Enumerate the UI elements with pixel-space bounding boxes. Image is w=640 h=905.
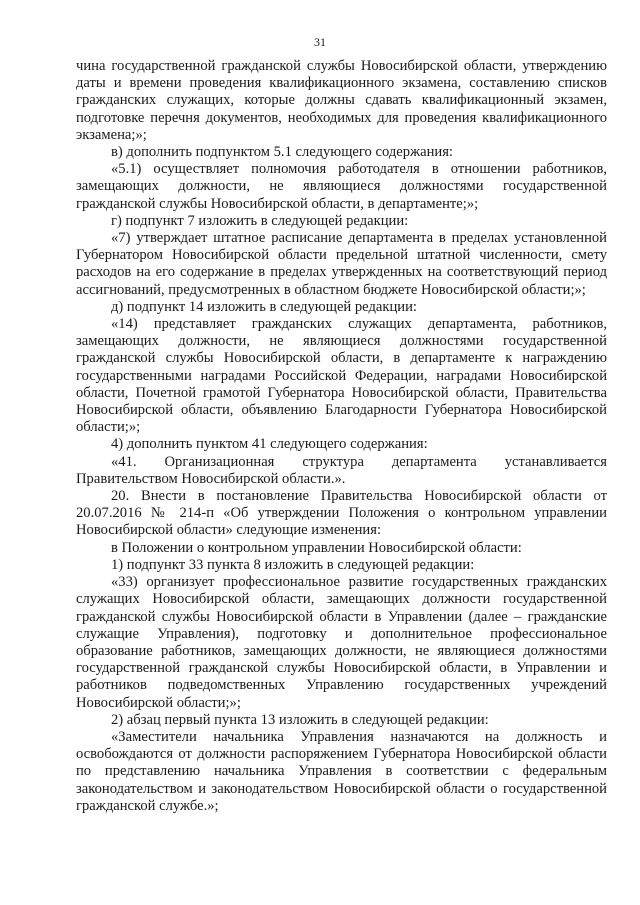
page-number: 31 [314, 35, 326, 49]
paragraph: д) подпункт 14 изложить в следующей редакции: [111, 298, 417, 315]
paragraph: 20. Внести в постановление Правительства Новосибирской области от 20.07.2016 № 214-п «Об утверждении Положения о контрольном управлении Новосибирской области» следующие изменения: [76, 488, 607, 539]
document-body [76, 58, 607, 815]
paragraph: «33) организует профессиональное развитие государственных гражданских служащих Новосибирской области, замещающих должности государственной гражданской службы Новосибирской области в Управлении (далее – гражданские служащие Управления), подготовку и дополнительное профессиональное образование работников, замещающих должности, не являющиеся должностями государственной гражданской службы Новосибирской области, в Управлении и работников подведомственных Управлению государственных учреждений Новосибирской области;»; [76, 574, 607, 711]
paragraph: чина государственной гражданской службы Новосибирской области, утверждению даты и времени проведения квалификационного экзамена, составлению списков гражданских служащих, которые должны сдавать квалификационный экзамен, подготовке перечня документов, необходимых для проведения квалификационного экзамена;»; [76, 58, 607, 143]
paragraph: 2) абзац первый пункта 13 изложить в следующей редакции: [111, 711, 489, 728]
paragraph: «Заместители начальника Управления назначаются на должность и освобождаются от должности распоряжением Губернатора Новосибирской области по представлению начальника Управления в соответствии с федеральным законодательством и законодательством Новосибирской области о государственной гражданской службе.»; [76, 728, 607, 814]
paragraph: «7) утверждает штатное расписание департамента в пределах установленной Губернатором Новосибирской области предельной штатной численности, смету расходов на его содержание в пределах утвержденных на соответствующий период ассигнований, предусмотренных в областном бюджете Новосибирской области;»; [76, 230, 607, 298]
paragraph: г) подпункт 7 изложить в следующей редакции: [111, 212, 409, 229]
paragraph: в) дополнить подпунктом 5.1 следующего содержания: [111, 144, 453, 161]
paragraph: «5.1) осуществляет полномочия работодателя в отношении работников, замещающих должности, не являющиеся должностями государственной гражданской службы Новосибирской области, в департаменте;»; [76, 161, 607, 212]
paragraph: «41. Организационная структура департамента устанавливается Правительством Новосибирской области.». [76, 453, 607, 487]
paragraph: 4) дополнить пунктом 41 следующего содержания: [111, 436, 428, 453]
paragraph: в Положении о контрольном управлении Новосибирской области: [111, 539, 522, 556]
paragraph: 1) подпункт 33 пункта 8 изложить в следующей редакции: [111, 556, 475, 573]
paragraph: «14) представляет гражданских служащих департамента, работников, замещающих должности, не являющиеся должностями государственной гражданской службы Новосибирской области, в департаменте к награждению государственными наградами Российской Федерации, наградами Новосибирской области, Почетной грамотой Губернатора Новосибирской области, Правительства Новосибирской области, объявлению Благодарности Губернатора Новосибирской области;»; [76, 316, 607, 436]
